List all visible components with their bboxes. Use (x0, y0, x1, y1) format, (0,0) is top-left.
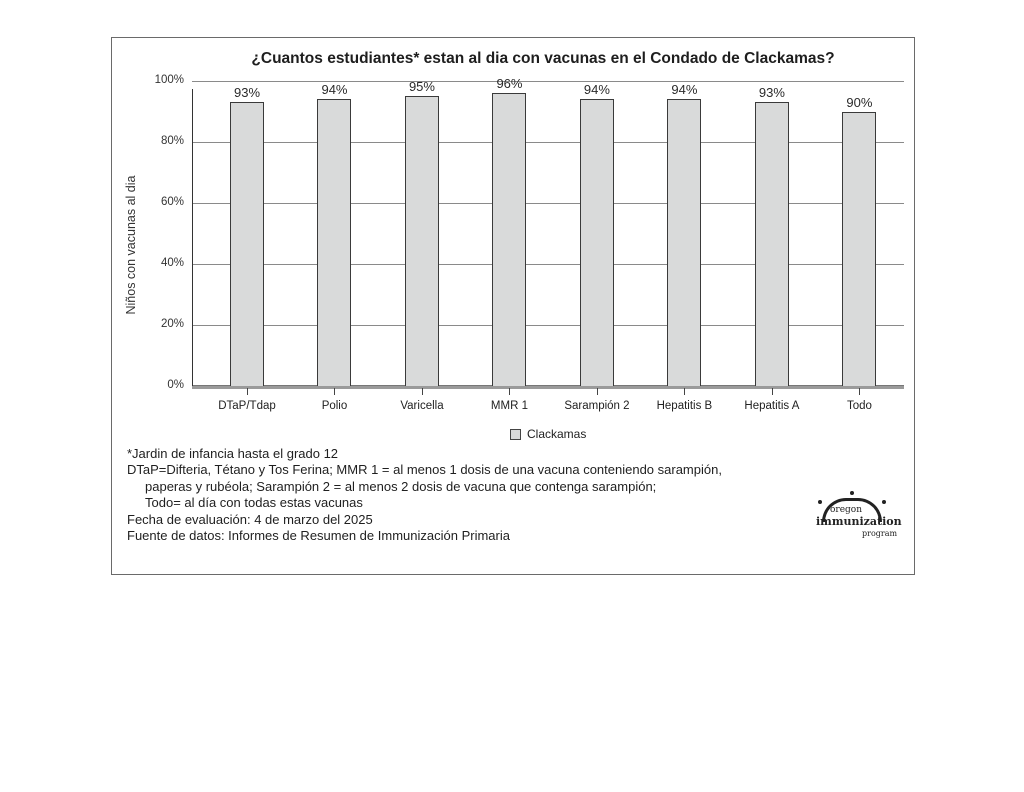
x-category-label: Varicella (400, 400, 444, 412)
x-category-label: Polio (321, 400, 348, 412)
footnotes (127, 446, 722, 544)
bar (667, 99, 701, 386)
chart-title: ¿Cuantos estudiantes* estan al dia con vacunas en el Condado de Clackamas? (251, 50, 835, 67)
bar (317, 99, 351, 386)
bar (842, 112, 876, 387)
x-tick (772, 388, 773, 395)
footnote-date: Fecha de evaluación: 4 de marzo del 2025 (127, 511, 373, 527)
x-category-label: DTaP/Tdap (218, 400, 276, 412)
footnote-todo: Todo= al día con todas estas vacunas (145, 495, 363, 511)
x-tick (247, 388, 248, 395)
y-axis-line (192, 89, 193, 386)
y-tick-label: 0% (167, 379, 184, 391)
x-category-label: MMR 1 (490, 400, 528, 412)
bar (230, 102, 264, 386)
x-tick (859, 388, 860, 395)
footnote-definitions: DTaP=Difteria, Tétano y Tos Ferina; MMR 1 = al menos 1 dosis de una vacuna conteniendo sarampión, (127, 462, 722, 478)
x-category-label: Hepatitis B (656, 400, 713, 412)
y-tick-label: 80% (160, 135, 184, 147)
x-category-label: Todo (846, 400, 872, 412)
y-axis-label: Niños con vacunas al dia (124, 175, 138, 315)
logo-text-immunization: immunization (816, 515, 902, 528)
footnote-definitions-cont: paperas y rubéola; Sarampión 2 = al menos 2 dosis de vacuna que contenga sarampión; (145, 478, 657, 494)
bar (755, 102, 789, 386)
bar-value-label: 94% (321, 82, 348, 98)
gridline (192, 325, 904, 326)
y-tick-label: 20% (160, 318, 184, 330)
footnote-grade: *Jardin de infancia hasta el grado 12 (127, 446, 339, 461)
bar-value-label: 94% (583, 82, 610, 98)
y-tick-label: 100% (154, 74, 184, 86)
bar-value-label: 94% (671, 82, 698, 98)
legend-label: Clackamas (527, 427, 587, 441)
oregon-immunization-logo (808, 490, 908, 540)
logo-text-program: program (862, 529, 898, 538)
bar-value-label: 93% (233, 85, 261, 101)
footnote-source: Fuente de datos: Informes de Resumen de Immunización Primaria (127, 528, 510, 544)
legend (510, 427, 586, 441)
gridline (192, 142, 904, 143)
x-tick (334, 388, 335, 395)
x-tick (597, 388, 598, 395)
x-tick (684, 388, 685, 395)
bar (405, 96, 439, 386)
x-tick (509, 388, 510, 395)
bar-value-label: 95% (408, 79, 435, 95)
bar-value-label: 93% (758, 85, 785, 101)
logo-text-oregon: oregon (830, 505, 863, 515)
gridline (192, 81, 904, 82)
x-category-label: Hepatitis A (744, 400, 800, 412)
y-tick-label: 40% (160, 257, 184, 269)
logo-dot-icon (818, 500, 822, 504)
x-tick (422, 388, 423, 395)
bar-value-label: 90% (846, 94, 873, 110)
logo-dot-icon (850, 491, 854, 495)
x-category-label: Sarampión 2 (564, 400, 630, 412)
legend-swatch-icon (510, 429, 521, 440)
y-tick-label: 60% (160, 196, 184, 208)
gridline (192, 203, 904, 204)
chart-frame (111, 37, 915, 575)
gridline (192, 264, 904, 265)
bar-value-label: 96% (496, 76, 523, 92)
x-axis-baseline (192, 385, 904, 389)
logo-dot-icon (882, 500, 886, 504)
bar (492, 93, 526, 386)
bar (580, 99, 614, 386)
